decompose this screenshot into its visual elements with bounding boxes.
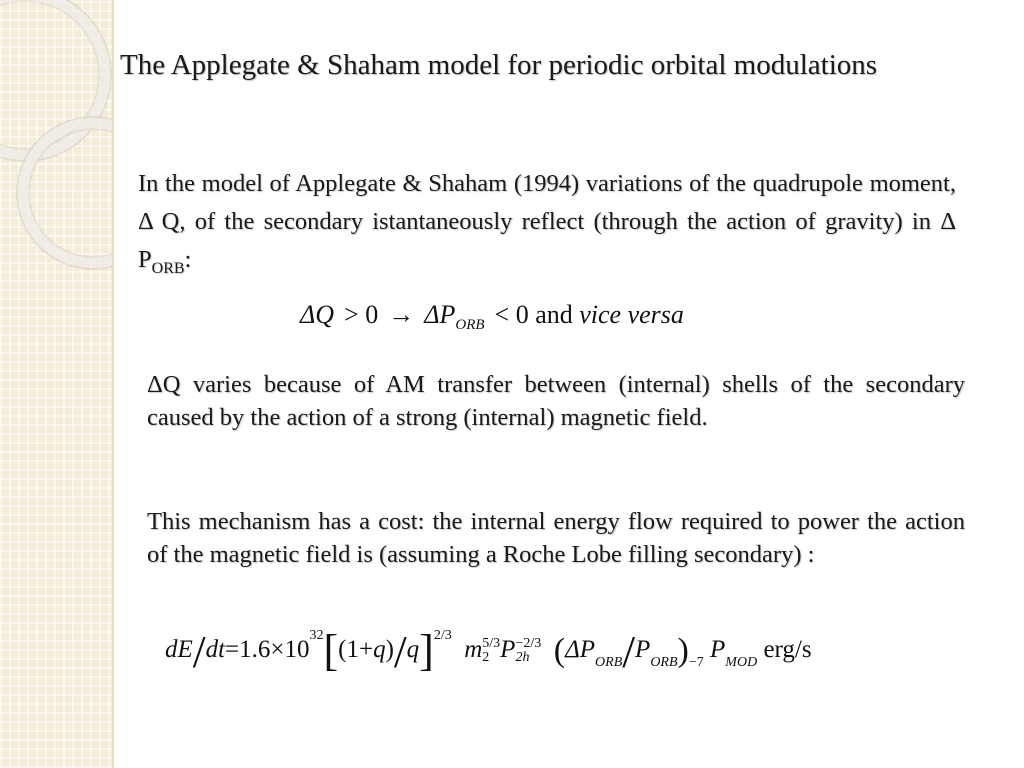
eq2-one-plus: (1+ <box>338 636 374 663</box>
eq2-m: m <box>464 636 483 663</box>
eq2-unit: erg/s <box>763 636 812 663</box>
eq2-rparen: ) <box>677 632 689 669</box>
energy-cost-paragraph: This mechanism has a cost: the internal energy flow required to power the action of the magnetic field is (assuming a Roche Lobe filling secondary) : <box>147 508 965 568</box>
eq2-p-indices: −2/3 2h <box>515 636 542 665</box>
equation-energy-flow <box>165 626 812 677</box>
eq1-delta-p: ΔP <box>424 300 456 329</box>
eq2-lparen: ( <box>553 632 566 669</box>
eq2-p2-sub: ORB <box>650 655 678 670</box>
eq2-de: dE <box>165 636 193 663</box>
intro-text: In the model of Applegate & Shaham (1994) variations of the quadrupole moment, Δ Q, of the secondary istantaneously reflect (through the action of gravity) in Δ P <box>138 170 956 273</box>
arrow-icon: → <box>388 300 415 329</box>
eq2-dt: dt <box>205 636 226 663</box>
eq1-vice-versa: vice versa <box>579 300 684 329</box>
eq2-pmod-sub: MOD <box>725 655 758 670</box>
eq2-pmod: P <box>710 636 726 663</box>
decorative-sidebar <box>0 0 114 768</box>
eq2-close-bracket: ] <box>419 626 434 675</box>
intro-paragraph <box>138 165 956 288</box>
eq2-open-bracket: [ <box>323 626 339 675</box>
eq2-close-paren: ) <box>385 636 394 663</box>
fraction-slash: / <box>393 626 407 677</box>
eq1-orb-sub: ORB <box>455 317 485 333</box>
eq2-exp: 32 <box>309 628 324 643</box>
eq2-q2: q <box>406 636 420 663</box>
slide-title: The Applegate & Shaham model for periodic orbital modulations <box>120 49 878 81</box>
fraction-slash: / <box>192 626 206 677</box>
eq2-m-indices: 5/3 2 <box>482 636 501 665</box>
eq2-dp-sub: ORB <box>595 655 623 670</box>
eq2-p2: P <box>635 636 651 663</box>
intro-suffix: : <box>184 246 192 273</box>
intro-subscript: ORB <box>151 259 185 277</box>
eq2-coef: =1.6×10 <box>225 636 310 663</box>
equation-quadrupole-period <box>300 300 684 334</box>
eq2-q1: q <box>373 636 386 663</box>
fraction-slash: / <box>622 626 636 677</box>
eq1-lt-zero: < 0 and <box>494 300 573 329</box>
eq2-dp: ΔP <box>565 636 596 663</box>
eq2-rparen-sub: −7 <box>688 655 704 670</box>
eq1-gt-zero: > 0 <box>344 300 379 329</box>
eq2-bracket-exp: 2/3 <box>433 628 452 643</box>
eq1-delta-q: ΔQ <box>300 300 335 329</box>
am-transfer-paragraph: ΔQ varies because of AM transfer between (internal) shells of the secondary caused by the action of a strong (internal) magnetic field. <box>147 371 965 431</box>
eq2-p: P <box>500 636 516 663</box>
